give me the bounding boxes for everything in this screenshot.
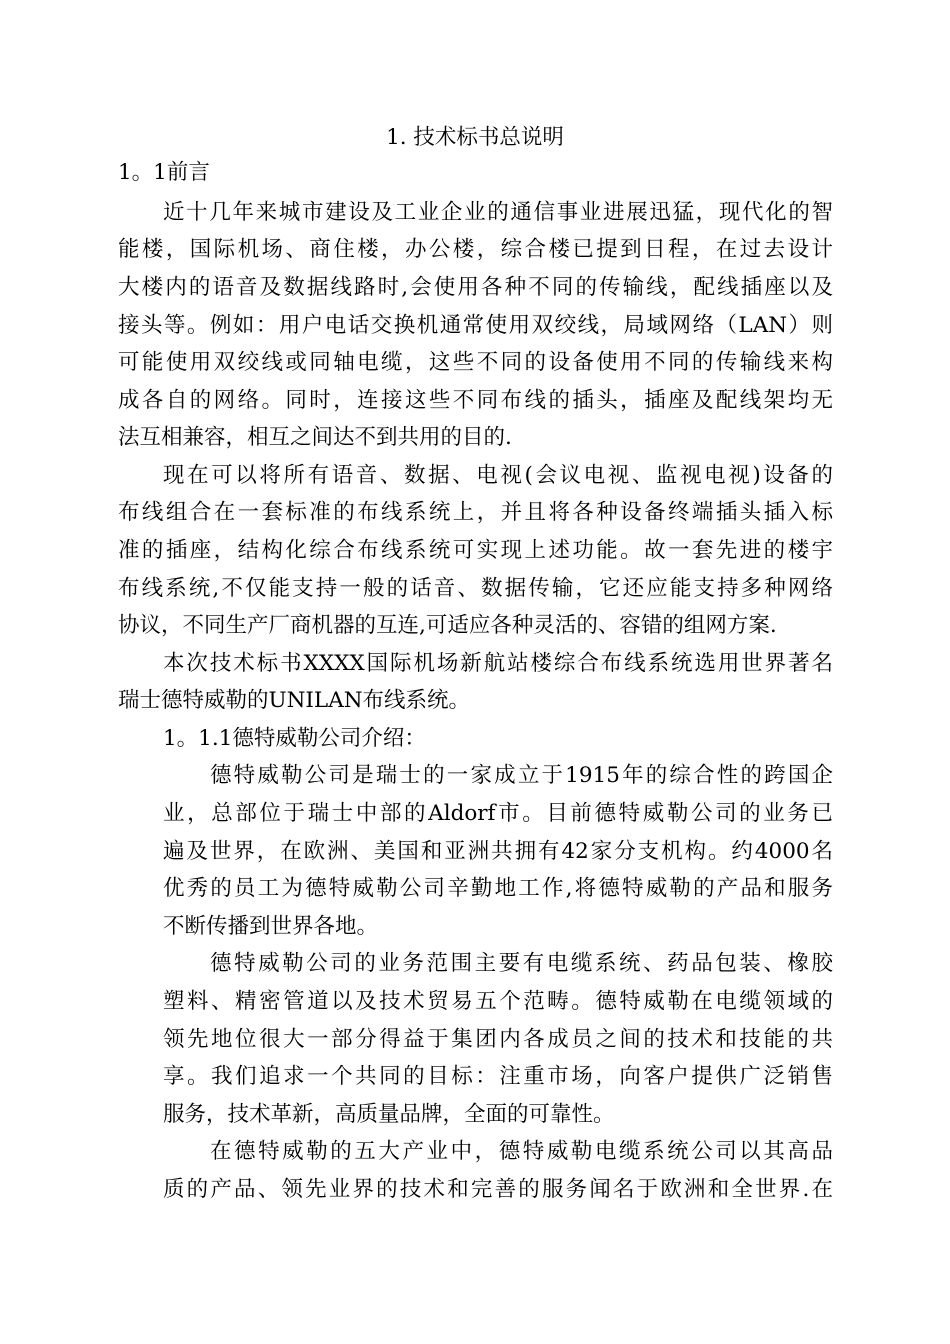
paragraph-4-line: 不断传播到世界各地。 bbox=[163, 914, 379, 939]
paragraph-6-line: 质的产品、领先业界的技术和完善的服务闻名于欧洲和全世界.在 bbox=[163, 1177, 833, 1202]
paragraph-2-line: 布线组合在一套标准的布线系统上，并且将各种设备终端插头插入标 bbox=[118, 500, 833, 525]
document-title: 1. 技术标书总说明 bbox=[386, 125, 564, 150]
paragraph-1-line: 法互相兼容，相互之间达不到共用的目的. bbox=[118, 425, 512, 450]
paragraph-1-line: 可能使用双绞线或同轴电缆，这些不同的设备使用不同的传输线来构 bbox=[118, 350, 833, 375]
paragraph-4-line: 遍及世界，在欧洲、美国和亚洲共拥有42家分支机构。约4000名 bbox=[163, 839, 833, 864]
paragraph-3-line: 本次技术标书XXXX国际机场新航站楼综合布线系统选用世界著名 bbox=[163, 651, 833, 676]
paragraph-6-line: 在德特威勒的五大产业中，德特威勒电缆系统公司以其高品 bbox=[210, 1139, 833, 1164]
paragraph-4-line: 业，总部位于瑞士中部的Aldorf市。目前德特威勒公司的业务已 bbox=[163, 801, 833, 826]
paragraph-2-line: 协议，不同生产厂商机器的互连,可适应各种灵活的、容错的组网方案. bbox=[118, 613, 777, 638]
paragraph-2-line: 布线系统,不仅能支持一般的话音、数据传输，它还应能支持多种网络 bbox=[118, 576, 833, 601]
paragraph-1-line: 近十几年来城市建设及工业企业的通信事业进展迅猛，现代化的智 bbox=[163, 200, 833, 225]
paragraph-1-line: 接头等。例如：用户电话交换机通常使用双绞线，局域网络（LAN）则 bbox=[118, 313, 833, 338]
paragraph-1-line: 大楼内的语音及数据线路时,会使用各种不同的传输线，配线插座以及 bbox=[118, 275, 833, 300]
paragraph-5-line: 服务，技术革新，高质量品牌，全面的可靠性。 bbox=[163, 1102, 615, 1127]
paragraph-1-line: 能楼，国际机场、商住楼，办公楼，综合楼已提到日程，在过去设计 bbox=[118, 237, 833, 262]
paragraph-5-line: 享。我们追求一个共同的目标：注重市场，向客户提供广泛销售 bbox=[163, 1064, 833, 1089]
section-heading: 1。1前言 bbox=[118, 160, 210, 185]
paragraph-4-line: 优秀的员工为德特威勒公司辛勤地工作,将德特威勒的产品和服务 bbox=[163, 876, 833, 901]
paragraph-5-line: 德特威勒公司的业务范围主要有电缆系统、药品包装、橡胶 bbox=[210, 951, 833, 976]
paragraph-4-line: 德特威勒公司是瑞士的一家成立于1915年的综合性的跨国企 bbox=[210, 763, 833, 788]
paragraph-2-line: 准的插座，结构化综合布线系统可实现上述功能。故一套先进的楼宇 bbox=[118, 538, 833, 563]
paragraph-1-line: 成各自的网络。同时，连接这些不同布线的插头，插座及配线架均无 bbox=[118, 388, 833, 413]
paragraph-5-line: 领先地位很大一部分得益于集团内各成员之间的技术和技能的共 bbox=[163, 1027, 833, 1052]
paragraph-3-line: 瑞士德特威勒的UNILAN布线系统。 bbox=[118, 688, 471, 713]
paragraph-5-line: 塑料、精密管道以及技术贸易五个范畴。德特威勒在电缆领域的 bbox=[163, 989, 833, 1014]
paragraph-2-line: 现在可以将所有语音、数据、电视(会议电视、监视电视)设备的 bbox=[163, 463, 833, 488]
subsection-heading: 1。1.1德特威勒公司介绍： bbox=[163, 726, 426, 751]
